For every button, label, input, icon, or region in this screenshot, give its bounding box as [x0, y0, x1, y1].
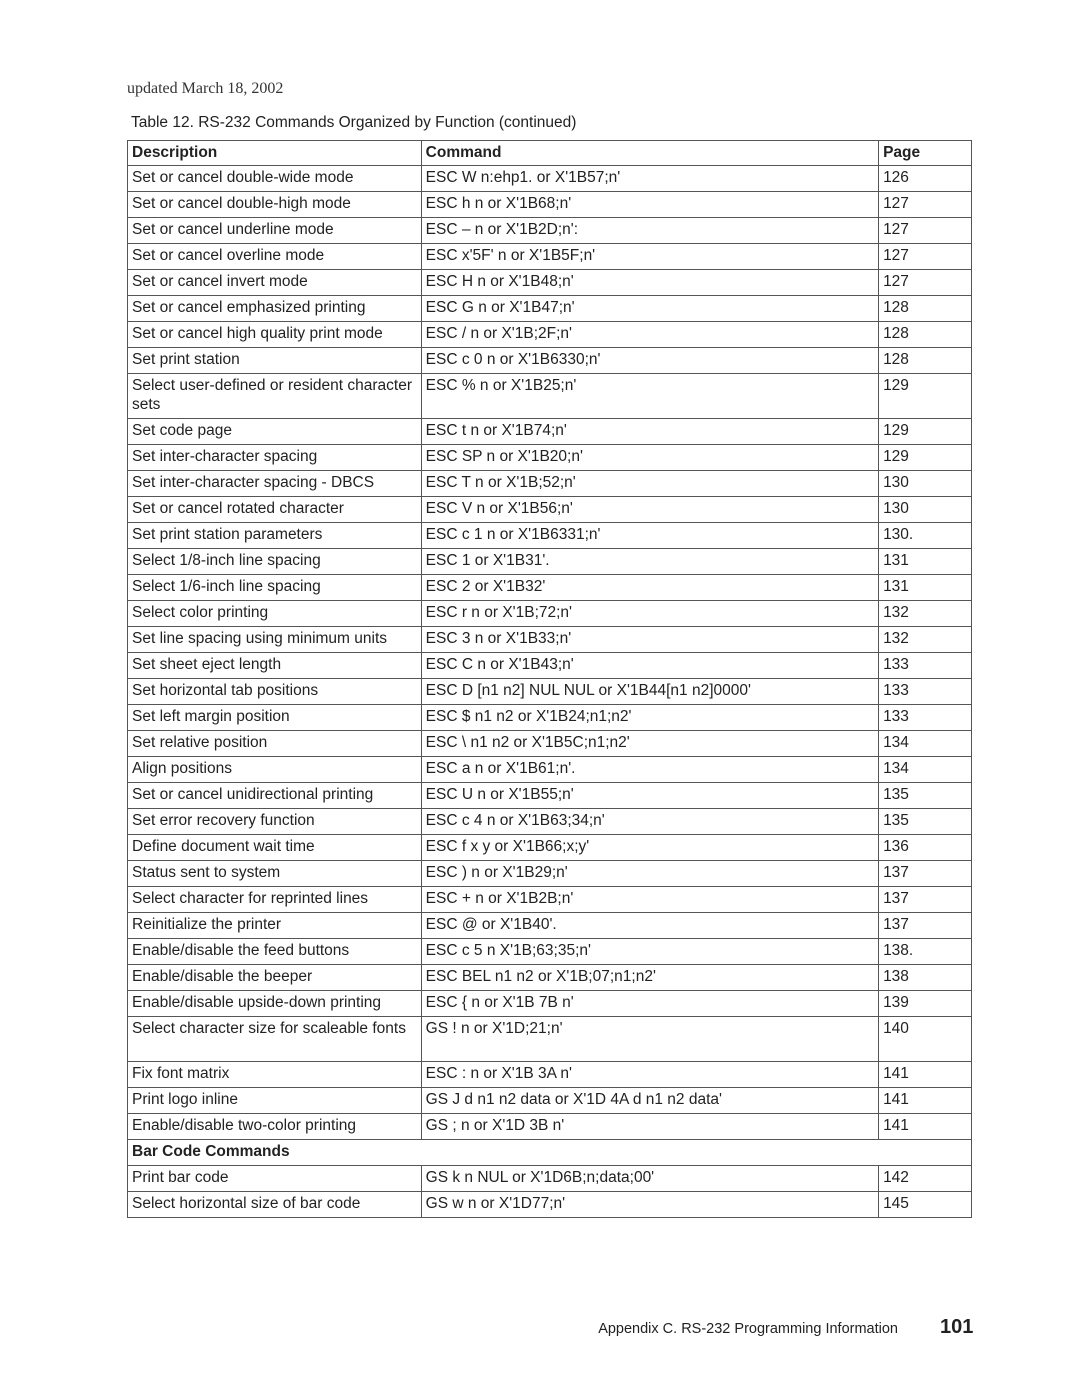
description-cell: Select color printing: [128, 601, 422, 627]
page-cell: 137: [879, 887, 972, 913]
description-cell: Select 1/8-inch line spacing: [128, 549, 422, 575]
page-cell: 138: [879, 965, 972, 991]
command-cell: ESC 2 or X'1B32': [421, 575, 878, 601]
table-row: [128, 1166, 972, 1192]
command-cell: ESC U n or X'1B55;n': [421, 783, 878, 809]
command-cell: GS ! n or X'1D;21;n': [421, 1017, 878, 1062]
page-cell: 129: [879, 445, 972, 471]
command-cell: ESC c 5 n X'1B;63;35;n': [421, 939, 878, 965]
command-cell: ESC V n or X'1B56;n': [421, 497, 878, 523]
table-row: [128, 1114, 972, 1140]
command-cell: ESC x'5F' n or X'1B5F;n': [421, 244, 878, 270]
table-row: [128, 445, 972, 471]
page-cell: 133: [879, 705, 972, 731]
page-cell: 131: [879, 575, 972, 601]
table-row: [128, 627, 972, 653]
page-cell: 130.: [879, 523, 972, 549]
command-cell: ESC c 1 n or X'1B6331;n': [421, 523, 878, 549]
table-row: [128, 374, 972, 419]
page-cell: 145: [879, 1192, 972, 1218]
page-cell: 132: [879, 601, 972, 627]
description-cell: Select character for reprinted lines: [128, 887, 422, 913]
command-cell: ESC 1 or X'1B31'.: [421, 549, 878, 575]
command-cell: ESC r n or X'1B;72;n': [421, 601, 878, 627]
description-cell: Enable/disable two-color printing: [128, 1114, 422, 1140]
table-row: [128, 1062, 972, 1088]
command-cell: ESC / n or X'1B;2F;n': [421, 322, 878, 348]
table-row: [128, 296, 972, 322]
command-cell: ESC 3 n or X'1B33;n': [421, 627, 878, 653]
description-cell: Set relative position: [128, 731, 422, 757]
page-cell: 128: [879, 322, 972, 348]
table-row: [128, 991, 972, 1017]
table-row: [128, 497, 972, 523]
command-cell: ESC D [n1 n2] NUL NUL or X'1B44[n1 n2]0000': [421, 679, 878, 705]
page-cell: 128: [879, 296, 972, 322]
description-cell: Set or cancel rotated character: [128, 497, 422, 523]
command-cell: ESC c 4 n or X'1B63;34;n': [421, 809, 878, 835]
command-cell: ESC BEL n1 n2 or X'1B;07;n1;n2': [421, 965, 878, 991]
updated-date: updated March 18, 2002: [127, 80, 284, 97]
table-row: [128, 218, 972, 244]
page-number: 101: [940, 1316, 974, 1338]
description-cell: Set or cancel invert mode: [128, 270, 422, 296]
description-cell: Set horizontal tab positions: [128, 679, 422, 705]
description-cell: Set or cancel double-wide mode: [128, 166, 422, 192]
section-heading: Bar Code Commands: [128, 1140, 972, 1166]
table-row: [128, 1192, 972, 1218]
description-cell: Define document wait time: [128, 835, 422, 861]
page-cell: 129: [879, 419, 972, 445]
description-cell: Set inter-character spacing: [128, 445, 422, 471]
description-cell: Set line spacing using minimum units: [128, 627, 422, 653]
table-row: [128, 575, 972, 601]
command-cell: ESC + n or X'1B2B;n': [421, 887, 878, 913]
description-cell: Enable/disable the beeper: [128, 965, 422, 991]
commands-table: [127, 140, 972, 1218]
column-header-description: Description: [128, 141, 422, 166]
command-cell: ESC C n or X'1B43;n': [421, 653, 878, 679]
page-cell: 141: [879, 1088, 972, 1114]
description-cell: Select 1/6-inch line spacing: [128, 575, 422, 601]
description-cell: Set or cancel underline mode: [128, 218, 422, 244]
command-cell: ESC T n or X'1B;52;n': [421, 471, 878, 497]
command-cell: ESC SP n or X'1B20;n': [421, 445, 878, 471]
command-cell: ESC a n or X'1B61;n'.: [421, 757, 878, 783]
command-cell: ESC $ n1 n2 or X'1B24;n1;n2': [421, 705, 878, 731]
page-cell: 131: [879, 549, 972, 575]
command-cell: ESC h n or X'1B68;n': [421, 192, 878, 218]
table-row: [128, 549, 972, 575]
page-cell: 138.: [879, 939, 972, 965]
description-cell: Select horizontal size of bar code: [128, 1192, 422, 1218]
page-cell: 128: [879, 348, 972, 374]
command-cell: ESC ) n or X'1B29;n': [421, 861, 878, 887]
command-cell: ESC G n or X'1B47;n': [421, 296, 878, 322]
description-cell: Set sheet eject length: [128, 653, 422, 679]
description-cell: Enable/disable upside-down printing: [128, 991, 422, 1017]
table-row: [128, 1088, 972, 1114]
command-cell: ESC – n or X'1B2D;n':: [421, 218, 878, 244]
description-cell: Set or cancel high quality print mode: [128, 322, 422, 348]
command-cell: GS ; n or X'1D 3B n': [421, 1114, 878, 1140]
description-cell: Fix font matrix: [128, 1062, 422, 1088]
table-row: [128, 601, 972, 627]
page-cell: 137: [879, 861, 972, 887]
command-cell: ESC % n or X'1B25;n': [421, 374, 878, 419]
command-cell: ESC : n or X'1B 3A n': [421, 1062, 878, 1088]
page-cell: 133: [879, 653, 972, 679]
description-cell: Set print station parameters: [128, 523, 422, 549]
table-row: [128, 523, 972, 549]
table-row: [128, 348, 972, 374]
description-cell: Select user-defined or resident character sets: [128, 374, 422, 419]
page-cell: 134: [879, 731, 972, 757]
description-cell: Set error recovery function: [128, 809, 422, 835]
page-cell: 142: [879, 1166, 972, 1192]
command-cell: ESC W n:ehp1. or X'1B57;n': [421, 166, 878, 192]
command-cell: ESC c 0 n or X'1B6330;n': [421, 348, 878, 374]
page-cell: 133: [879, 679, 972, 705]
table-row: [128, 731, 972, 757]
footer-text: Appendix C. RS-232 Programming Information: [598, 1321, 898, 1337]
command-cell: GS J d n1 n2 data or X'1D 4A d n1 n2 data': [421, 1088, 878, 1114]
command-cell: ESC f x y or X'1B66;x;y': [421, 835, 878, 861]
command-cell: ESC t n or X'1B74;n': [421, 419, 878, 445]
table-row: [128, 192, 972, 218]
column-header-command: Command: [421, 141, 878, 166]
table-row: [128, 419, 972, 445]
section-row: [128, 1140, 972, 1166]
description-cell: Set print station: [128, 348, 422, 374]
table-row: [128, 679, 972, 705]
page-cell: 127: [879, 218, 972, 244]
description-cell: Align positions: [128, 757, 422, 783]
table-row: [128, 270, 972, 296]
table-row: [128, 653, 972, 679]
page-cell: 140: [879, 1017, 972, 1062]
description-cell: Set or cancel overline mode: [128, 244, 422, 270]
description-cell: Set or cancel double-high mode: [128, 192, 422, 218]
page-cell: 130: [879, 471, 972, 497]
table-row: [128, 166, 972, 192]
page-cell: 126: [879, 166, 972, 192]
page-cell: 130: [879, 497, 972, 523]
description-cell: Status sent to system: [128, 861, 422, 887]
description-cell: Set left margin position: [128, 705, 422, 731]
page-cell: 134: [879, 757, 972, 783]
command-cell: GS k n NUL or X'1D6B;n;data;00': [421, 1166, 878, 1192]
description-cell: Set inter-character spacing - DBCS: [128, 471, 422, 497]
description-cell: Set or cancel emphasized printing: [128, 296, 422, 322]
command-cell: ESC @ or X'1B40'.: [421, 913, 878, 939]
description-cell: Reinitialize the printer: [128, 913, 422, 939]
table-row: [128, 887, 972, 913]
column-header-page: Page: [879, 141, 972, 166]
table-row: [128, 913, 972, 939]
table-row: [128, 705, 972, 731]
command-cell: ESC H n or X'1B48;n': [421, 270, 878, 296]
table-row: [128, 783, 972, 809]
command-cell: ESC { n or X'1B 7B n': [421, 991, 878, 1017]
page-cell: 136: [879, 835, 972, 861]
table-row: [128, 835, 972, 861]
page-cell: 141: [879, 1062, 972, 1088]
table-row: [128, 244, 972, 270]
table-row: [128, 757, 972, 783]
page-cell: 127: [879, 244, 972, 270]
page-cell: 135: [879, 783, 972, 809]
command-cell: ESC \ n1 n2 or X'1B5C;n1;n2': [421, 731, 878, 757]
table-row: [128, 1017, 972, 1062]
command-cell: GS w n or X'1D77;n': [421, 1192, 878, 1218]
table-row: [128, 965, 972, 991]
table-header-row: [128, 141, 972, 166]
description-cell: Enable/disable the feed buttons: [128, 939, 422, 965]
page-cell: 139: [879, 991, 972, 1017]
table-caption: Table 12. RS-232 Commands Organized by Function (continued): [131, 114, 577, 131]
page-cell: 129: [879, 374, 972, 419]
page-cell: 137: [879, 913, 972, 939]
description-cell: Set code page: [128, 419, 422, 445]
table-row: [128, 809, 972, 835]
page-cell: 135: [879, 809, 972, 835]
description-cell: Print logo inline: [128, 1088, 422, 1114]
page-cell: 141: [879, 1114, 972, 1140]
table-row: [128, 861, 972, 887]
description-cell: Select character size for scaleable fonts: [128, 1017, 422, 1062]
table-row: [128, 939, 972, 965]
page-cell: 127: [879, 192, 972, 218]
description-cell: Set or cancel unidirectional printing: [128, 783, 422, 809]
table-row: [128, 322, 972, 348]
page-cell: 132: [879, 627, 972, 653]
description-cell: Print bar code: [128, 1166, 422, 1192]
table-row: [128, 471, 972, 497]
page-cell: 127: [879, 270, 972, 296]
